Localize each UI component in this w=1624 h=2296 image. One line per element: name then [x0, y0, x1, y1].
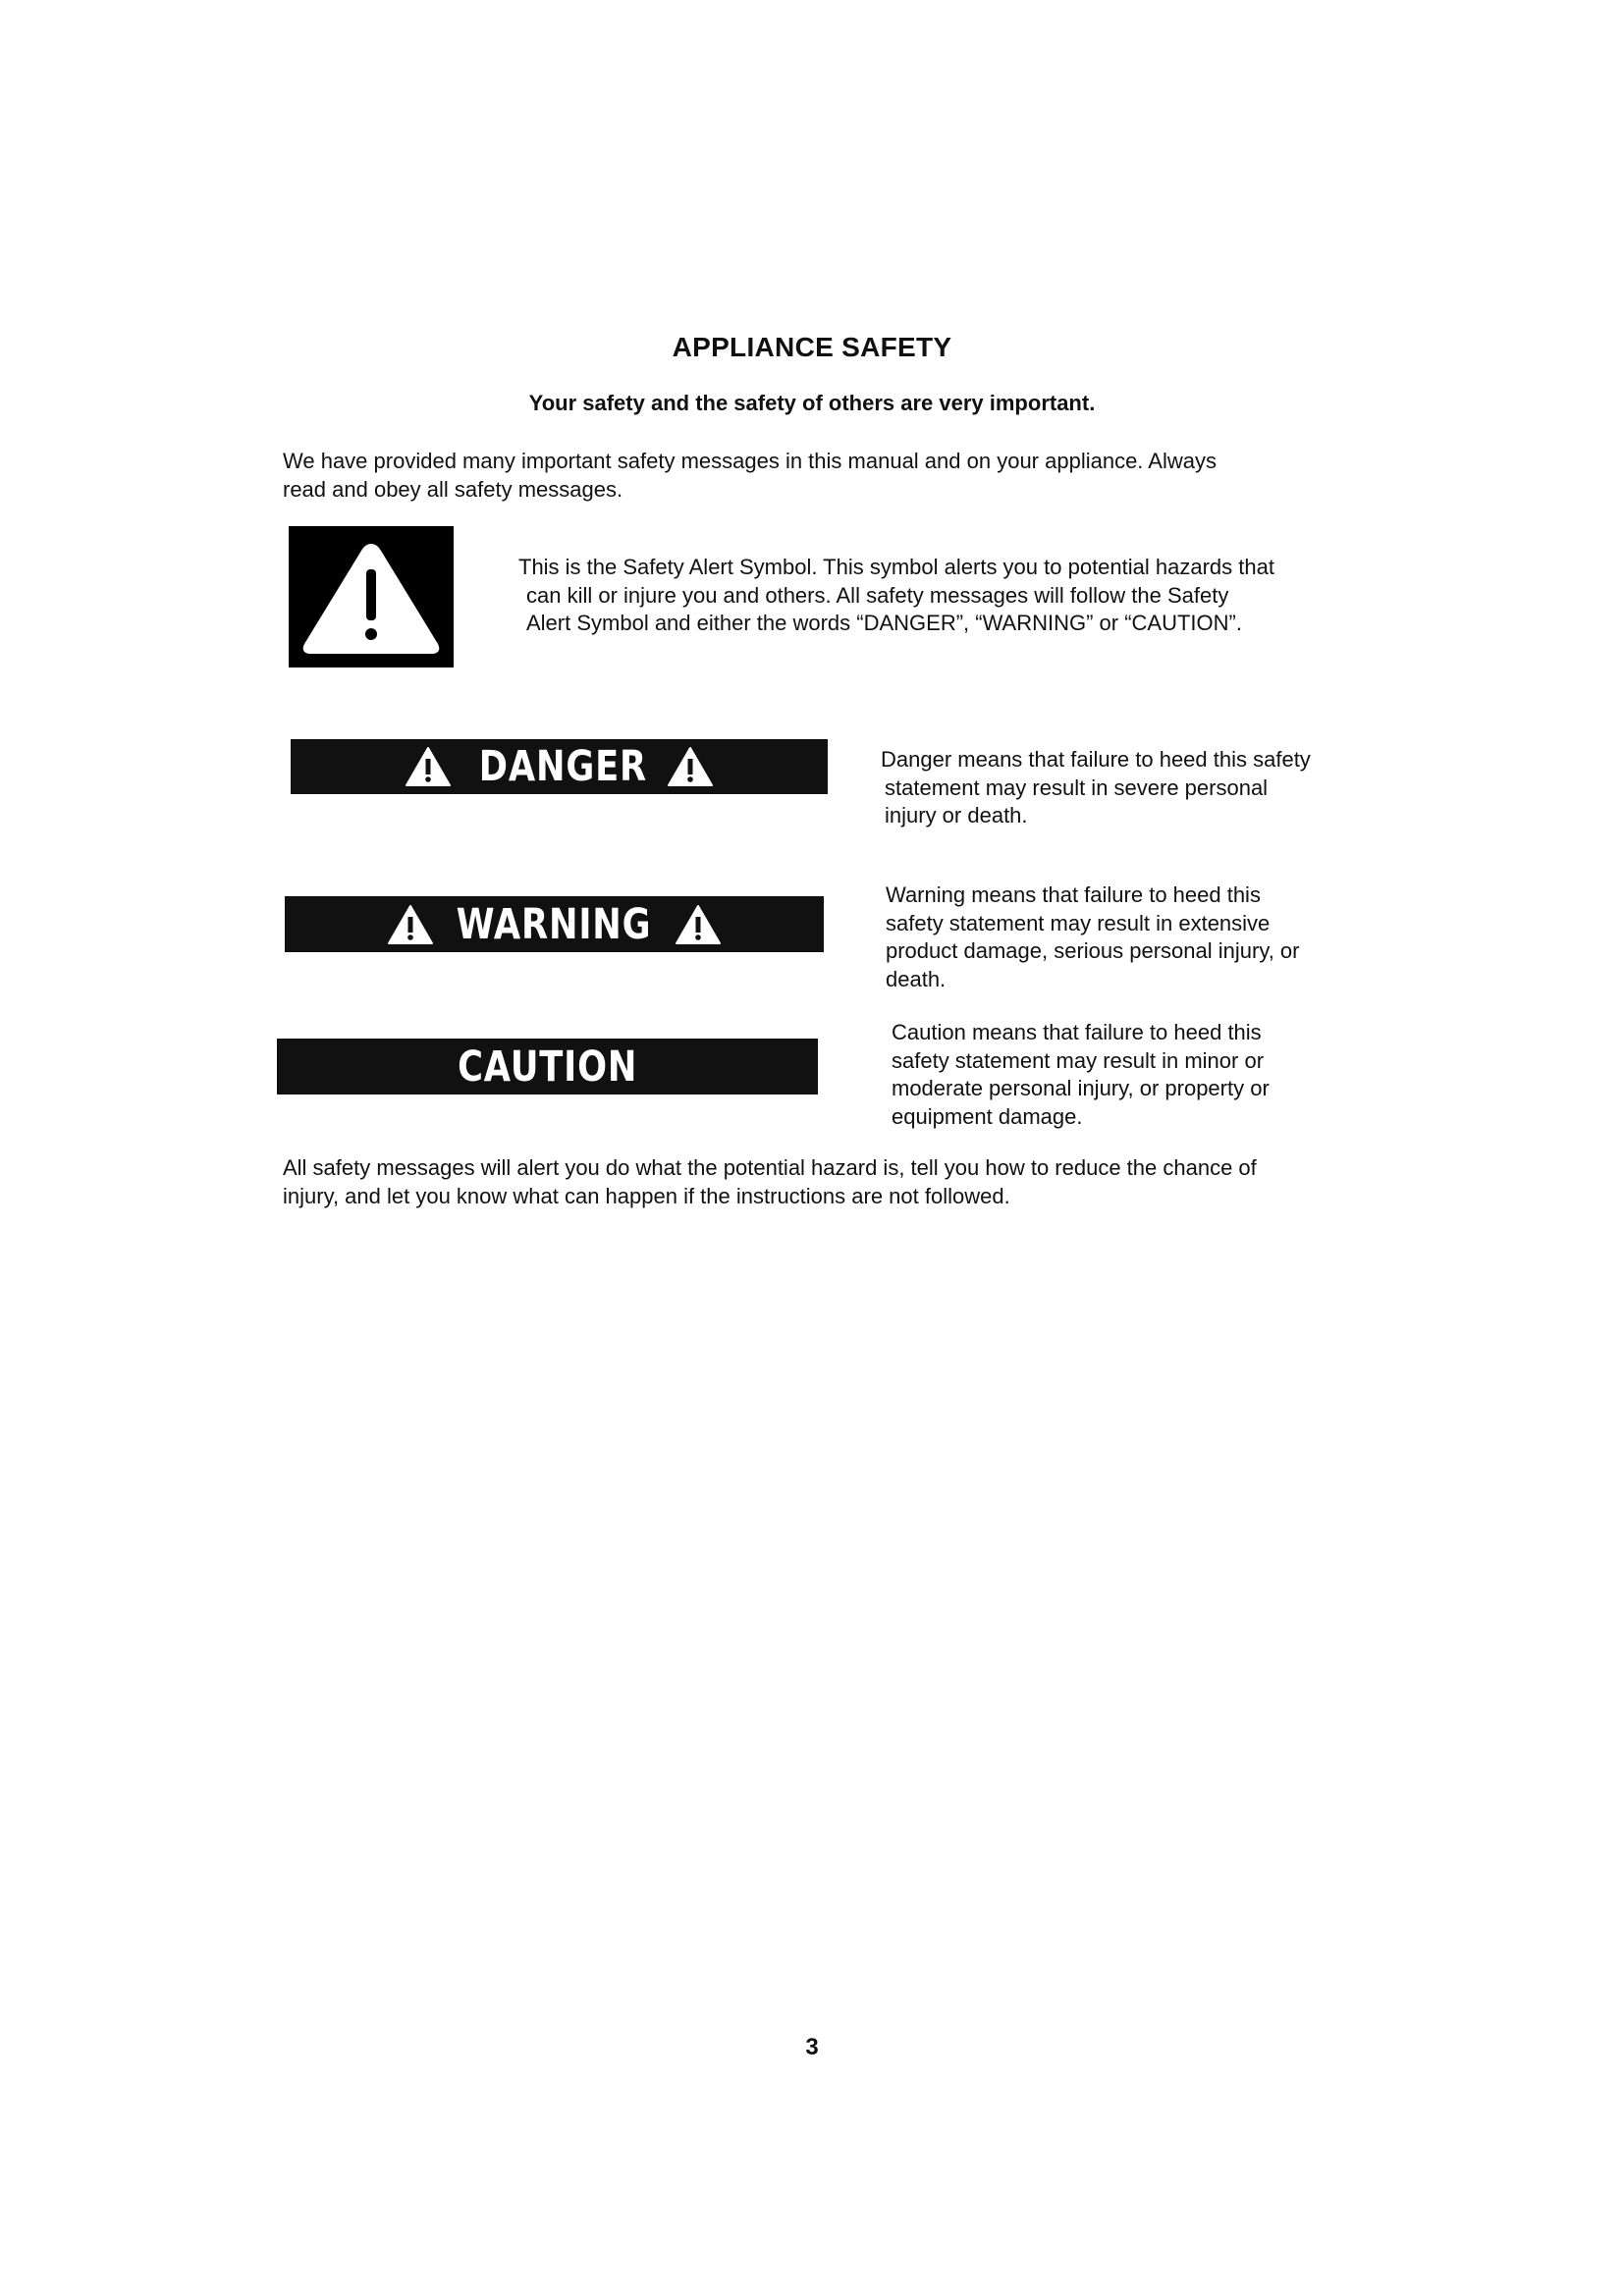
danger-line-2: statement may result in severe personal [885, 774, 1269, 800]
warning-banner [285, 896, 824, 952]
alert-line-2: can kill or injure you and others. All safety messages will follow the Safety [526, 582, 1229, 608]
caution-label: CAUTION [457, 1041, 638, 1092]
caution-line-4: equipment damage. [892, 1103, 1083, 1129]
danger-label: DANGER [478, 742, 648, 791]
intro-line-2: read and obey all safety messages. [283, 476, 623, 502]
alert-line-3: Alert Symbol and either the words “DANGER”, “WARNING” or “CAUTION”. [526, 611, 1242, 635]
page-number: 3 [805, 2034, 819, 2060]
intro-line-1: We have provided many important safety messages in this manual and on your appliance. Always [283, 449, 1217, 473]
caution-banner [277, 1039, 818, 1095]
page-title: APPLIANCE SAFETY [672, 332, 952, 362]
caution-line-1: Caution means that failure to heed this [892, 1020, 1262, 1044]
outro-line-1: All safety messages will alert you do what the potential hazard is, tell you how to reduce the chance of [283, 1155, 1257, 1180]
intro-paragraph [283, 448, 1363, 504]
closing-paragraph [283, 1154, 1363, 1210]
danger-description [881, 746, 1391, 830]
warning-description [886, 881, 1357, 993]
caution-line-3: moderate personal injury, or property or [892, 1076, 1270, 1100]
warning-triangle-icon [386, 903, 435, 946]
warning-line-4: death. [886, 966, 947, 991]
caution-line-2: safety statement may result in minor or [892, 1047, 1265, 1073]
warning-triangle-icon [666, 745, 715, 788]
outro-line-2: injury, and let you know what can happen if the instructions are not followed. [283, 1183, 1010, 1208]
warning-label: WARNING [457, 899, 652, 949]
danger-banner [291, 739, 828, 794]
warning-line-1: Warning means that failure to heed this [886, 882, 1261, 907]
alert-line-1: This is the Safety Alert Symbol. This symbol alerts you to potential hazards that [518, 555, 1274, 579]
danger-line-3: injury or death. [885, 803, 1028, 828]
safety-alert-symbol [289, 526, 454, 667]
danger-line-1: Danger means that failure to heed this safety [881, 747, 1311, 772]
caution-description [892, 1019, 1353, 1131]
warning-line-3: product damage, serious personal injury, or [886, 938, 1300, 963]
page-subtitle: Your safety and the safety of others are very important. [528, 391, 1096, 415]
alert-symbol-description [518, 554, 1363, 638]
warning-triangle-icon [404, 745, 453, 788]
warning-line-2: safety statement may result in extensive [886, 910, 1271, 935]
safety-alert-triangle-icon [289, 526, 454, 667]
warning-triangle-icon [674, 903, 723, 946]
